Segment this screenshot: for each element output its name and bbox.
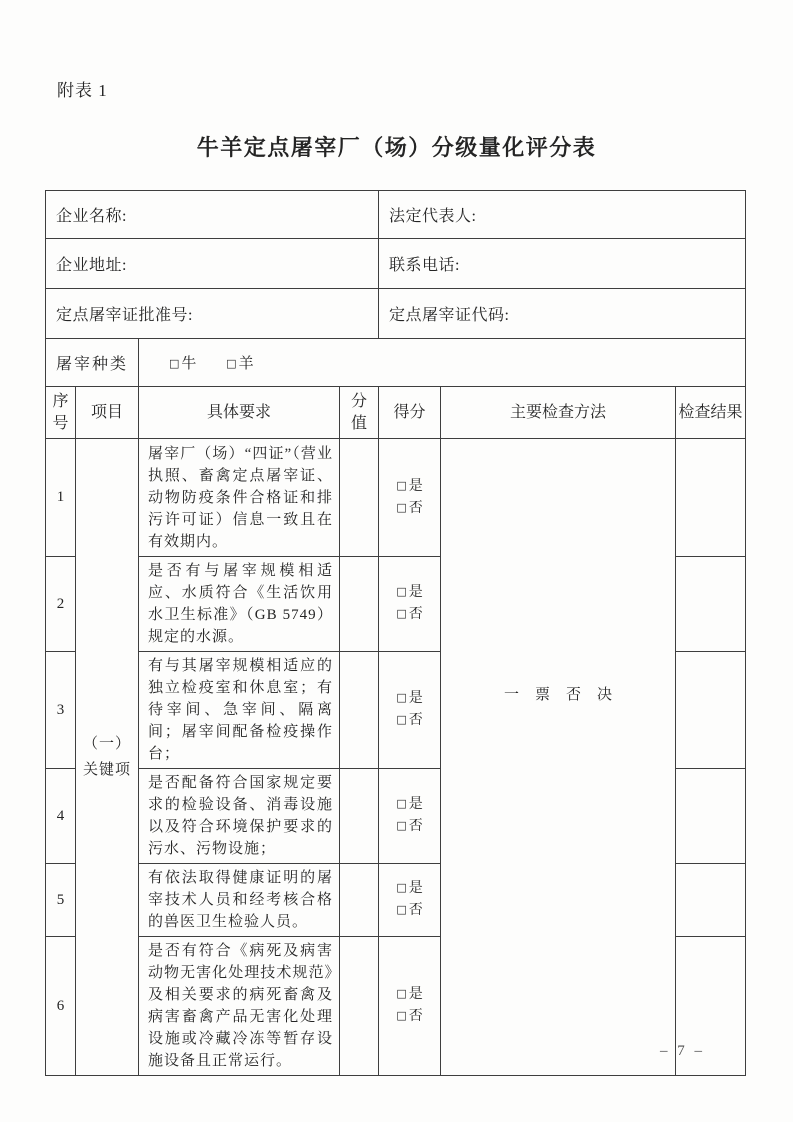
header-obtained: 得分 (379, 387, 441, 439)
checkbox-no[interactable] (396, 816, 422, 838)
checkbox-no[interactable] (396, 604, 422, 626)
method-note: 一票否决 (504, 686, 629, 703)
score-obtained-cell (379, 864, 441, 937)
checkbox-icon: □ (226, 357, 237, 370)
header-method: 主要检查方法 (441, 387, 676, 439)
checkbox-no-label: 否 (408, 500, 423, 516)
slaughter-permit-code-field[interactable]: 定点屠宰证代码: (379, 289, 746, 339)
annex-label: 附表 1 (57, 81, 108, 100)
info-row (46, 239, 746, 289)
checkbox-no[interactable] (396, 498, 422, 520)
contact-phone-field[interactable]: 联系电话: (379, 239, 746, 289)
checkbox-cattle-label: 牛 (181, 356, 197, 372)
item-group-line1: （一） (82, 736, 131, 752)
score-value-cell[interactable] (340, 864, 379, 937)
checkbox-icon: □ (169, 357, 180, 370)
requirement-text: 是否配备符合国家规定要求的检验设备、消毒设施以及符合环境保护要求的污水、污物设施； (139, 769, 340, 864)
row-seq: 6 (46, 937, 76, 1076)
table-row (46, 439, 746, 557)
item-group-cell (76, 439, 139, 1076)
legal-representative-field[interactable]: 法定代表人: (379, 191, 746, 239)
checkbox-yes[interactable] (396, 878, 422, 900)
score-value-cell[interactable] (340, 557, 379, 652)
score-obtained-cell (379, 439, 441, 557)
checkbox-yes[interactable] (396, 582, 422, 604)
checkbox-yes-label: 是 (408, 691, 423, 706)
checkbox-no[interactable] (396, 710, 422, 732)
score-value-cell[interactable] (340, 769, 379, 864)
checkbox-yes-label: 是 (408, 881, 423, 896)
checkbox-no-label: 否 (408, 819, 423, 834)
header-requirement: 具体要求 (139, 387, 340, 439)
requirement-text: 有与其屠宰规模相适应的独立检疫室和休息室；有待宰间、急宰间、隔离间；屠宰间配备检疫操作台； (139, 652, 340, 769)
checkbox-icon: □ (396, 585, 407, 598)
header-seq (46, 387, 76, 439)
row-seq: 1 (46, 439, 76, 557)
requirement-text: 是否有符合《病死及病害动物无害化处理技术规范》及相关要求的病死畜禽及病害畜禽产品无害化处理设施或冷藏冷冻等暂存设施设备且正常运行。 (139, 937, 340, 1076)
species-label: 屠宰种类 (46, 339, 139, 387)
score-value-cell[interactable] (340, 439, 379, 557)
checkbox-yes-label: 是 (408, 585, 423, 600)
header-result: 检查结果 (676, 387, 746, 439)
result-cell[interactable] (676, 439, 746, 557)
row-seq: 5 (46, 864, 76, 937)
row-seq: 4 (46, 769, 76, 864)
checkbox-icon: □ (396, 607, 407, 620)
item-group-line2: 关键项 (82, 762, 131, 778)
checkbox-sheep-label: 羊 (238, 356, 254, 372)
company-name-field[interactable]: 企业名称: (46, 191, 379, 239)
checkbox-icon: □ (396, 500, 407, 514)
header-item: 项目 (76, 387, 139, 439)
checkbox-cattle[interactable] (169, 352, 196, 373)
header-score (340, 387, 379, 439)
row-seq: 3 (46, 652, 76, 769)
score-obtained-cell (379, 937, 441, 1076)
score-value-cell[interactable] (340, 937, 379, 1076)
checkbox-icon: □ (396, 881, 407, 894)
page-title: 牛羊定点屠宰厂（场）分级量化评分表 (196, 135, 597, 160)
checkbox-no-label: 否 (408, 1009, 423, 1024)
score-obtained-cell (379, 557, 441, 652)
checkbox-no[interactable] (396, 900, 422, 922)
score-value-cell[interactable] (340, 652, 379, 769)
checkbox-icon: □ (396, 903, 407, 916)
checkbox-no-label: 否 (408, 607, 423, 622)
checkbox-icon: □ (396, 987, 407, 1000)
checkbox-no-label: 否 (408, 713, 423, 728)
table-header-row (46, 387, 746, 439)
requirement-text: 屠宰厂（场）“四证”（营业执照、畜禽定点屠宰证、动物防疫条件合格证和排污许可证）信息一致且在有效期内。 (139, 439, 340, 557)
slaughter-permit-number-field[interactable]: 定点屠宰证批准号: (46, 289, 379, 339)
checkbox-yes-label: 是 (408, 987, 423, 1002)
checkbox-yes[interactable] (396, 688, 422, 710)
score-table (45, 190, 746, 1076)
result-cell[interactable] (676, 864, 746, 937)
row-seq: 2 (46, 557, 76, 652)
page-number: – 7 – (660, 1043, 705, 1059)
checkbox-yes-label: 是 (408, 478, 423, 494)
header-score-label: 分值 (351, 392, 368, 432)
requirement-text: 有依法取得健康证明的屠宰技术人员和经考核合格的兽医卫生检验人员。 (139, 864, 340, 937)
checkbox-yes[interactable] (396, 476, 422, 498)
checkbox-icon: □ (396, 797, 407, 810)
score-obtained-cell (379, 652, 441, 769)
checkbox-yes[interactable] (396, 794, 422, 816)
checkbox-icon: □ (396, 819, 407, 832)
checkbox-no[interactable] (396, 1006, 422, 1028)
header-seq-label: 序号 (52, 392, 69, 432)
company-address-field[interactable]: 企业地址: (46, 239, 379, 289)
score-obtained-cell (379, 769, 441, 864)
info-row (46, 289, 746, 339)
species-row (46, 339, 746, 387)
checkbox-icon: □ (396, 1009, 407, 1022)
checkbox-yes-label: 是 (408, 797, 423, 812)
result-cell[interactable] (676, 652, 746, 769)
requirement-text: 是否有与屠宰规模相适应、水质符合《生活饮用水卫生标准》（GB 5749）规定的水源。 (139, 557, 340, 652)
checkbox-yes[interactable] (396, 984, 422, 1006)
result-cell[interactable] (676, 557, 746, 652)
checkbox-icon: □ (396, 691, 407, 704)
method-merged-cell (441, 439, 676, 1076)
species-options (139, 339, 746, 387)
checkbox-sheep[interactable] (226, 352, 253, 373)
checkbox-icon: □ (396, 713, 407, 726)
info-row (46, 191, 746, 239)
checkbox-icon: □ (396, 478, 407, 492)
result-cell[interactable] (676, 769, 746, 864)
checkbox-no-label: 否 (408, 903, 423, 918)
